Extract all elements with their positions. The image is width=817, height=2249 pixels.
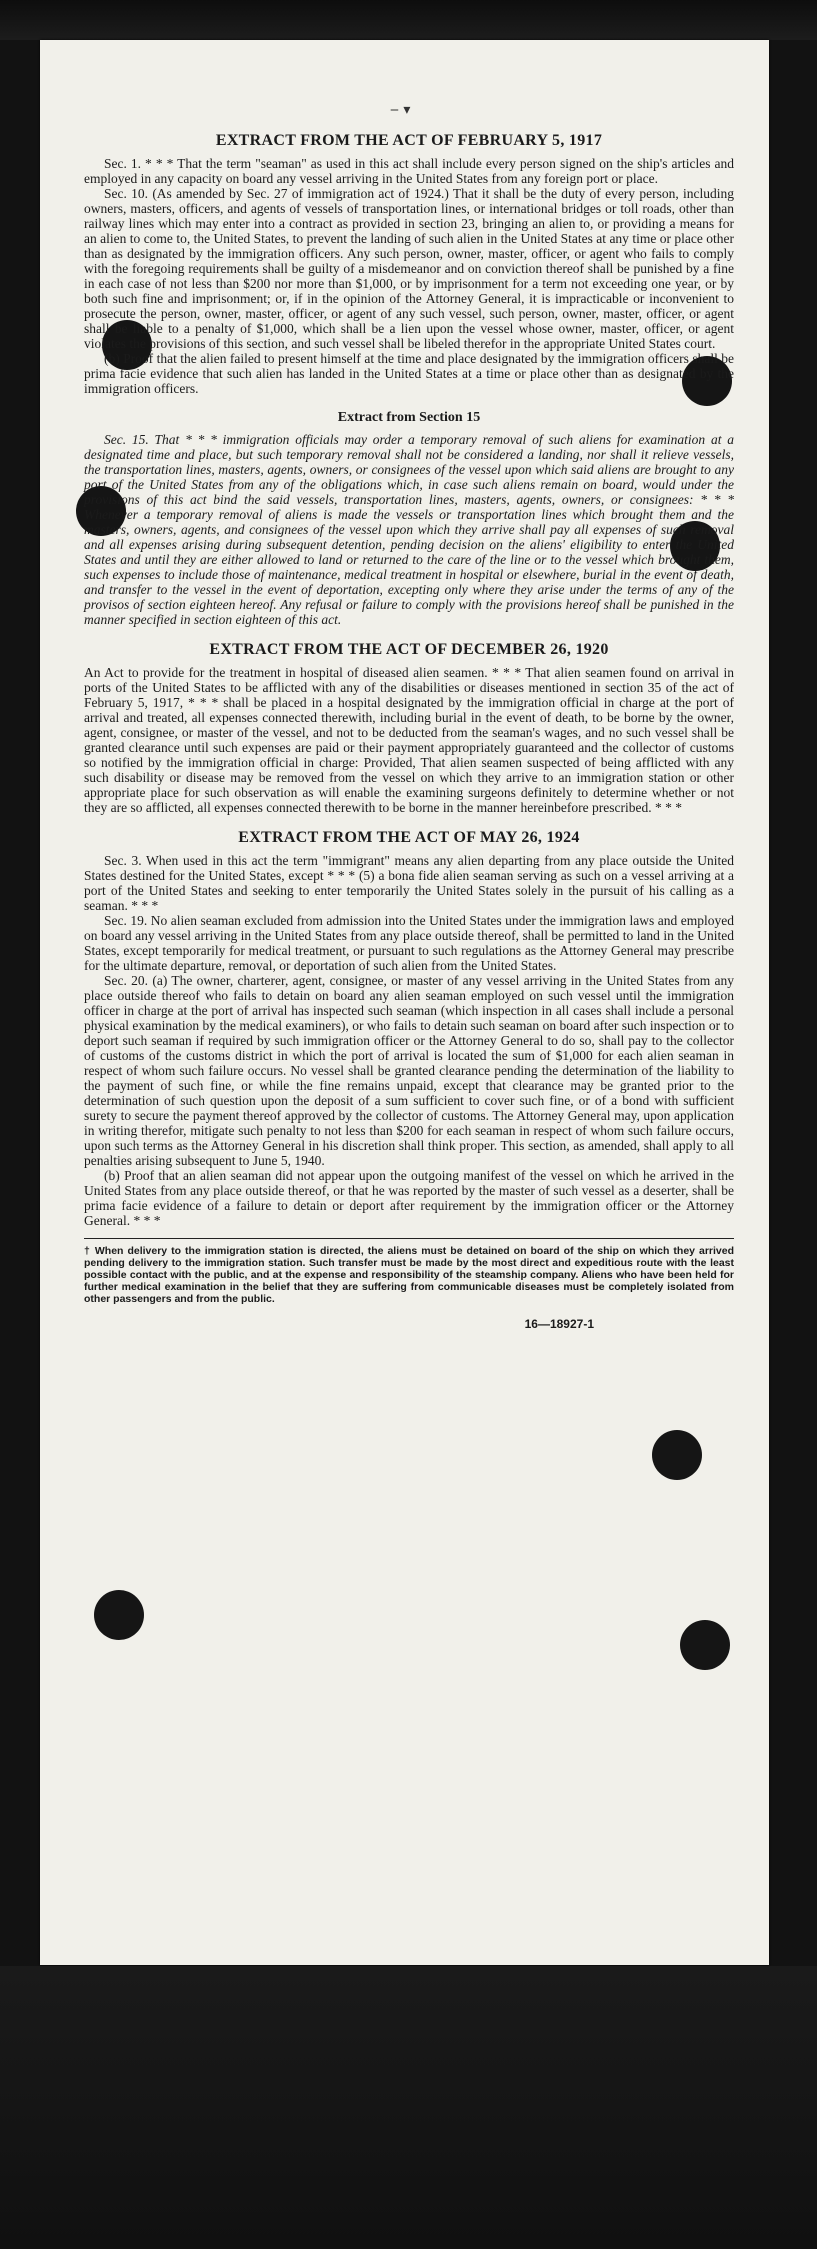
footnote-divider [84,1238,734,1239]
document-body [84,132,734,1331]
scan-border-bottom [0,1966,817,2249]
section-heading: EXTRACT FROM THE ACT OF MAY 26, 1924 [238,829,580,846]
paragraph-sec-10b: (b) Proof that the alien failed to present himself at the time and place designated by the immigration officers shall be prima facie evidence that such alien has landed in the United States at a time or place other than as designated by the immigration officers. [84,351,734,396]
scan-border-top [0,0,817,40]
punch-hole [680,1620,730,1670]
paragraph-sec-10: Sec. 10. (As amended by Sec. 27 of immigration act of 1924.) That it shall be the duty of every person, including owners, masters, officers, and agents of vessels of transportation lines, or international bridges or toll roads, other than railway lines which may enter into a contract as provided in section 23, bringing an alien to, or providing a means for an alien to come to, the United States, to prevent the landing of such alien in the United States at any time or place other than as designated by the immigration officers. Any such person, owner, master, officer, or agent who fails to comply with the foregoing requirements shall be guilty of a misdemeanor and on conviction thereof shall be punished by a fine in each case of not less than $200 nor more than $1,000, or by imprisonment for a term not exceeding one year, or by both such fine and imprisonment; or, if in the opinion of the Attorney General, it is impracticable or inconvenient to prosecute the person, owner, master, officer, or agent of any such vessel, such person, owner, master, officer, or agent shall be liable to a penalty of $1,000, which shall be a lien upon the vessel whose owner, master, officer, or agent violates the provisions of this section, and such vessel shall be libeled therefor in the appropriate United States court. [84,186,734,351]
punch-hole [652,1430,702,1480]
paragraph-sec-19: Sec. 19. No alien seaman excluded from admission into the United States under the immigration laws and employed on board any vessel arriving in the United States from any place outside thereof, shall be permitted to land in the United States, except temporarily for medical treatment, or pursuant to such regulations as the Attorney General may prescribe for the ultimate departure, removal, or deportation of such alien from the United States. [84,913,734,973]
paragraph-sec-20b: (b) Proof that an alien seaman did not appear upon the outgoing manifest of the vessel on which he arrived in the United States from any place outside thereof, or that he was reported by the master of such vessel as a deserter, shall be prima facie evidence of a failure to detain or deport after requirement by the immigration officer or the Attorney General. * * * [84,1168,734,1228]
paragraph-sec-15: Sec. 15. That * * * immigration officials may order a temporary removal of such aliens for examination at a designated time and place, but such temporary removal shall not be considered a landing, nor shall it relieve vessels, the transportation lines, masters, agents, owners, or consignees of the vessel upon which said aliens are brought to any port of the United States from any of the obligations which, in case such aliens remain on board, would under the provisions of this act bind the said vessels, transportation lines, masters, agents, owners, or consignees: * * * Whenever a temporary removal of aliens is made the vessels or transportation lines which brought them and the masters, owners, agents, and consignees of the vessel upon which they arrive shall pay all expenses of such removal and all expenses arising during subsequent detention, pending decision on the aliens' eligibility to enter the United States and until they are either allowed to land or returned to the care of the line or to the vessel which brought them, such expenses to include those of maintenance, medical treatment in hospital or elsewhere, burial in the event of death, and transfer to the vessel in the event of deportation, excepting only where they arise under the terms of any of the provisos of section eighteen hereof. Any refusal or failure to comply with the provisions hereof shall be punished in the manner specified in section eighteen of this act. [84,432,734,627]
section-subheading: Extract from Section 15 [337,410,481,425]
document-number: 16—18927-1 [524,1317,594,1331]
footnote: † When delivery to the immigration station is directed, the aliens must be detained on board of the ship on which they arrived pending delivery to the immigration station. Such transfer must be made by the most direct and expeditious route with the least possible contact with the public, and at the expense and responsibility of the steamship company. Aliens who have been held for further medical examination in the belief that they are suffering from communicable diseases must be completely isolated from other passengers and from the public. [84,1245,734,1305]
section-heading: EXTRACT FROM THE ACT OF FEBRUARY 5, 1917 [215,132,603,149]
paragraph-sec-1: Sec. 1. * * * That the term "seaman" as used in this act shall include every person signed on the ship's articles and employed in any capacity on board any vessel arriving in the United States from any foreign port or place. [84,156,734,186]
paragraph-sec-20a: Sec. 20. (a) The owner, charterer, agent, consignee, or master of any vessel arriving in the United States from any place outside thereof who fails to detain on board any alien seaman employed on such vessel until the immigration officer in charge at the port of arrival has inspected such seaman (which inspection in all cases shall include a personal physical examination by the medical examiners), or who fails to detain such seaman on board after such inspection or to deport such seaman if required by such immigration officer or the Attorney General to do so, shall pay to the collector of customs of the customs district in which the port of arrival is located the sum of $1,000 for each alien seaman in respect of whom such failure occurs. No vessel shall be granted clearance pending the determination of the liability to the payment of such fine, or while the fine remains unpaid, except that clearance may be granted prior to the determination of such question upon the deposit of a sum sufficient to cover such fine, or of a bond with sufficient surety to secure the payment thereof approved by the collector of customs. The Attorney General may, upon application in writing therefor, mitigate such penalty to not less than $200 for each seaman in respect of whom such failure occurs, upon such terms as the Attorney General in his discretion shall think proper. This section, as amended, shall apply to all penalties arising subsequent to June 5, 1940. [84,973,734,1168]
section-heading: EXTRACT FROM THE ACT OF DECEMBER 26, 1920 [209,641,609,658]
paragraph-sec-3: Sec. 3. When used in this act the term "immigrant" means any alien departing from any place outside the United States destined for the United States, except * * * (5) a bona fide alien seaman serving as such on a vessel arriving at a port of the United States and seeking to enter temporarily the United States solely in the pursuit of his calling as a seaman. * * * [84,853,734,913]
mark-smudge: ‒ ▾ [390,102,411,118]
document-page [40,40,769,1965]
punch-hole [94,1590,144,1640]
paragraph-act-1920: An Act to provide for the treatment in hospital of diseased alien seamen. * * * That alien seamen found on arrival in ports of the United States to be afflicted with any of the disabilities or diseases mentioned in section 35 of the act of February 5, 1917, * * * shall be placed in a hospital designated by the immigration official in charge at the port of arrival and treated, all expenses connected therewith, including burial in the event of death, to be borne by the owner, agent, consignee, or master of the vessel, and not to be deducted from the seaman's wages, and no such vessel shall be granted clearance until such expenses are paid or their payment appropriately guaranteed and the collector of customs so notified by the immigration official in charge: Provided, That alien seamen suspected of being afflicted with any such disability or disease may be removed from the vessel on which they arrive to an immigration station or other appropriate place for such observation as will enable the examining surgeons definitely to determine whether or not they are so afflicted, all expenses connected therewith to be borne in the manner hereinbefore prescribed. * * * [84,665,734,815]
